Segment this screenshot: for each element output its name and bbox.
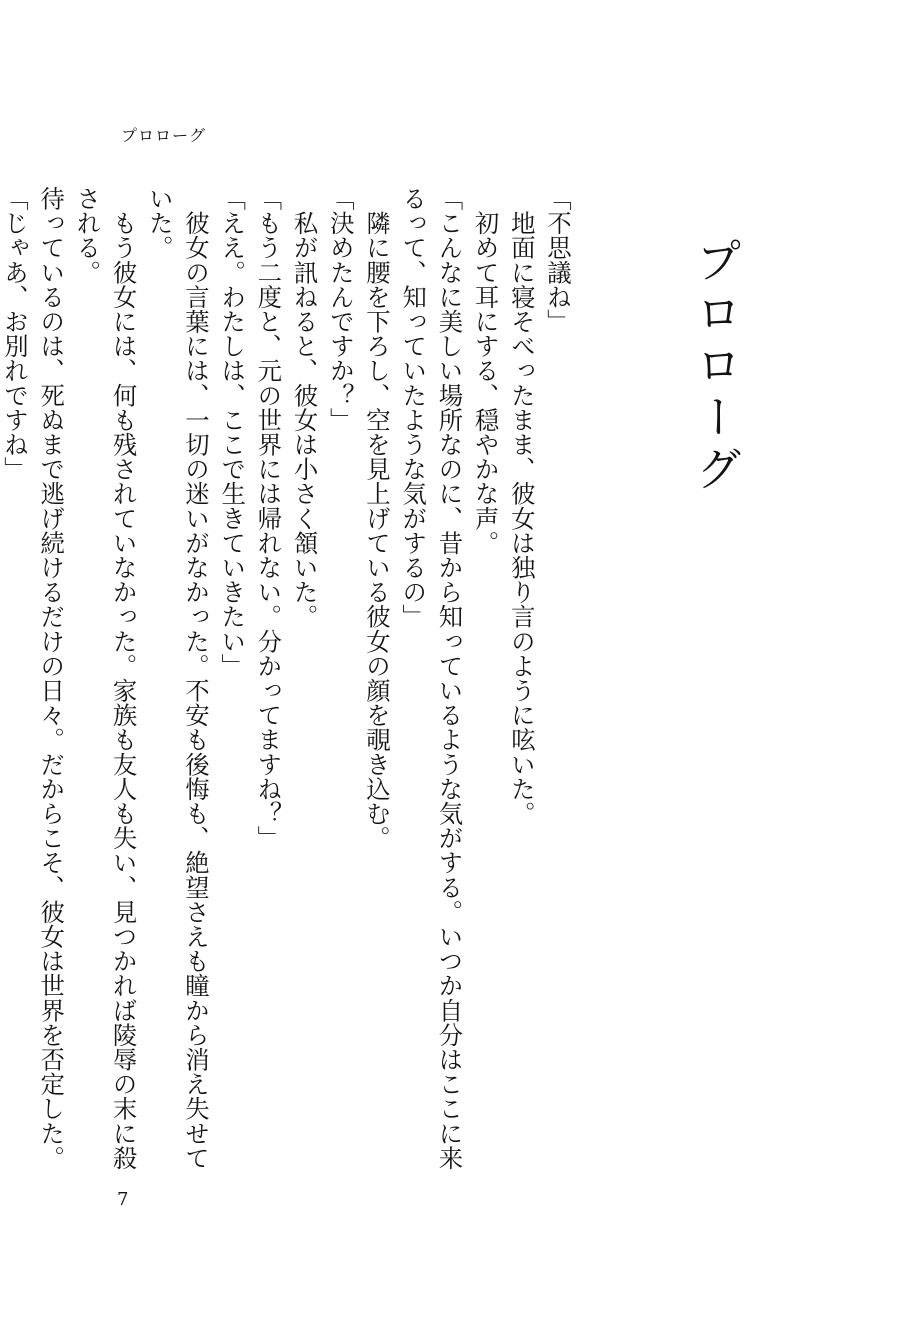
paragraph: 「不思議ね」 [543, 186, 572, 334]
paragraph: 「もう二度と、元の世界には帰れない。分かってますね？」 [253, 186, 283, 851]
paragraph: 彼女の言葉には、一切の迷いがなかった。不安も後悔も、絶望さえも瞳から消え失せていた。 [144, 186, 210, 1170]
paragraph: 「ええ。わたしは、ここで生きていきたい」 [217, 186, 247, 678]
paragraph: 隣に腰を下ろし、空を見上げている彼女の顔を覗き込む。 [361, 186, 391, 851]
paragraph: 「じゃあ、お別れですね」 [0, 186, 29, 482]
running-header: プロローグ [121, 126, 207, 145]
paragraph: 地面に寝そべったまま、彼女は独り言のように呟いた。 [506, 186, 536, 826]
paragraph: 「決めたんですか？」 [325, 186, 355, 432]
body-text [0, 186, 575, 1186]
paragraph: 私が訊ねると、彼女は小さく頷いた。 [289, 186, 319, 629]
paragraph: 「こんなに美しい場所なのに、昔から知っているような気がする。いつか自分はここに来るって、知っていたような気がするの」 [398, 186, 464, 1170]
paragraph: 待っているのは、死ぬまで逃げ続けるだけの日々。だからこそ、彼女は世界を否定した。 [36, 186, 66, 1170]
page-number: 7 [117, 1189, 129, 1210]
chapter-title: プロローグ [689, 237, 743, 497]
paragraph: もう彼女には、何も残されていなかった。家族も友人も失い、見つかれば陵辱の末に殺される。 [72, 186, 138, 1170]
paragraph: 初めて耳にする、穏やかな声。 [470, 186, 500, 555]
